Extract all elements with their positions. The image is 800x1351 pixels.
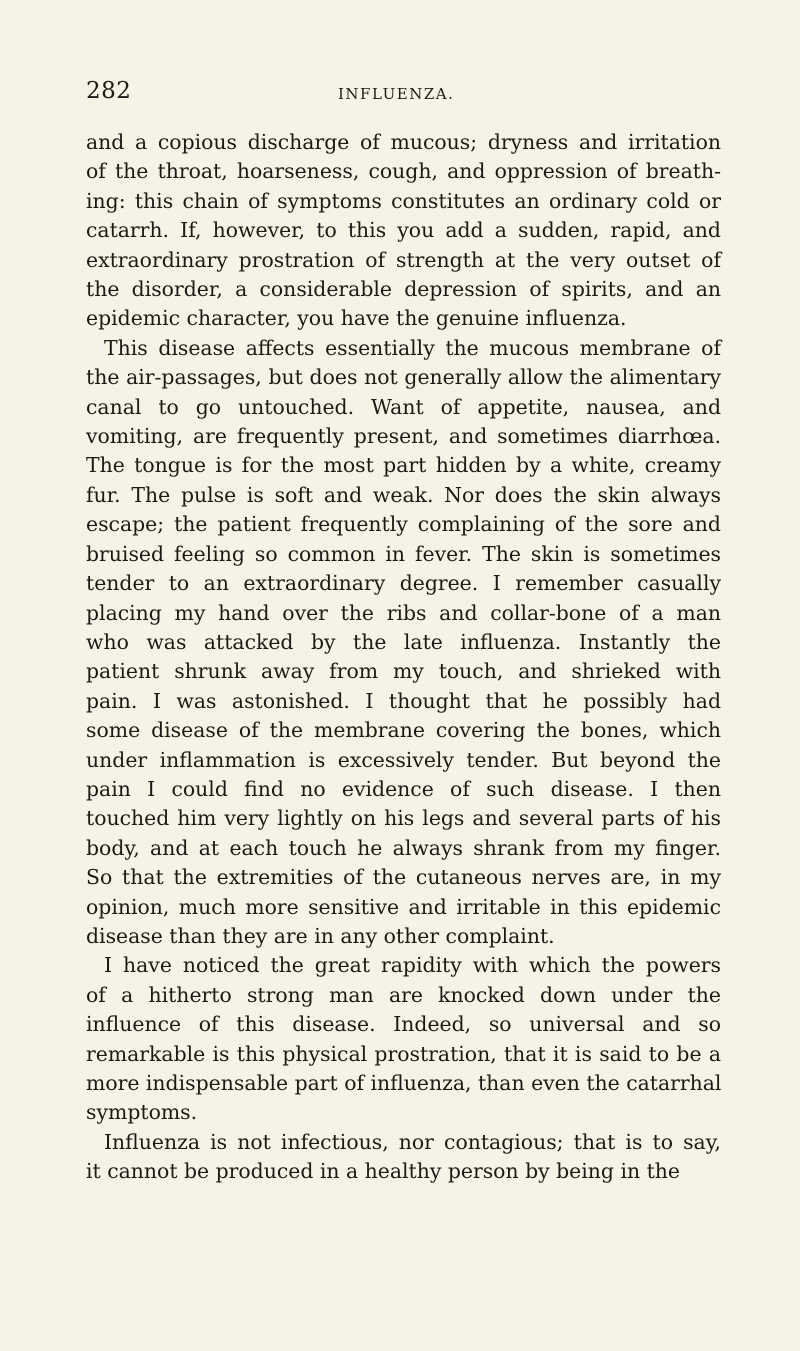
text-line: vomiting, are frequently present, and sometimes diarrhœa. <box>86 424 721 449</box>
text-line: touched him very lightly on his legs and several parts of his <box>86 806 721 831</box>
text-line: epidemic character, you have the genuine influenza. <box>86 306 627 331</box>
paragraph <box>86 334 721 952</box>
text-line: the air-passages, but does not generally allow the alimentary <box>86 365 721 390</box>
text-line: pain. I was astonished. I thought that he possibly had <box>86 688 721 713</box>
text-line: body, and at each touch he always shrank from my finger. <box>86 835 721 860</box>
text-line: disease than they are in any other complaint. <box>86 923 555 948</box>
text-line: ing: this chain of symptoms constitutes an ordinary cold or <box>86 188 721 213</box>
text-line: tender to an extraordinary degree. I remember casually <box>86 571 721 596</box>
text-line: patient shrunk away from my touch, and shrieked with <box>86 659 721 684</box>
body-text <box>86 128 721 1187</box>
text-line: of the throat, hoarseness, cough, and oppression of breath- <box>86 159 721 184</box>
text-line: of a hitherto strong man are knocked down under the <box>86 982 721 1007</box>
text-line: The tongue is for the most part hidden by a white, creamy <box>86 453 721 478</box>
text-line: I have noticed the great rapidity with which the powers <box>104 953 721 978</box>
text-line: extraordinary prostration of strength at the very outset of <box>86 247 721 272</box>
text-line: more indispensable part of influenza, than even the catarrhal <box>86 1071 722 1095</box>
text-line: This disease affects essentially the mucous membrane of <box>104 335 721 360</box>
text-line: Influenza is not infectious, nor contagious; that is to say, <box>104 1129 721 1154</box>
text-line: opinion, much more sensitive and irritable in this epidemic <box>86 894 721 919</box>
text-line: influence of this disease. Indeed, so universal and so <box>86 1012 721 1037</box>
text-line: canal to go untouched. Want of appetite, nausea, and <box>86 394 721 419</box>
text-line: the disorder, a considerable depression of spirits, and an <box>86 277 721 302</box>
page-header <box>86 78 726 112</box>
text-line: who was attacked by the late influenza. Instantly the <box>86 629 721 654</box>
text-line: under inflammation is excessively tender. But beyond the <box>86 747 721 772</box>
text-line: So that the extremities of the cutaneous nerves are, in my <box>86 865 721 890</box>
paragraph <box>86 128 721 334</box>
text-line: remarkable is this physical prostration, that it is said to be a <box>86 1041 721 1066</box>
text-line: it cannot be produced in a healthy person by being in the <box>86 1159 680 1184</box>
text-line: catarrh. If, however, to this you add a sudden, rapid, and <box>86 218 721 243</box>
text-line: some disease of the membrane covering the bones, which <box>86 718 721 743</box>
text-line: pain I could find no evidence of such disease. I then <box>86 776 721 801</box>
paragraph <box>86 951 721 1127</box>
running-head: INFLUENZA. <box>338 85 455 103</box>
text-line: fur. The pulse is soft and weak. Nor does the skin always <box>86 482 721 507</box>
text-line: escape; the patient frequently complaining of the sore and <box>86 512 721 537</box>
text-line: placing my hand over the ribs and collar-bone of a man <box>86 600 721 625</box>
page-number: 282 <box>86 78 132 104</box>
paragraph <box>86 1128 721 1187</box>
text-line: bruised feeling so common in fever. The skin is sometimes <box>86 541 721 566</box>
text-line: symptoms. <box>86 1100 198 1125</box>
text-line: and a copious discharge of mucous; dryness and irritation <box>86 130 721 154</box>
